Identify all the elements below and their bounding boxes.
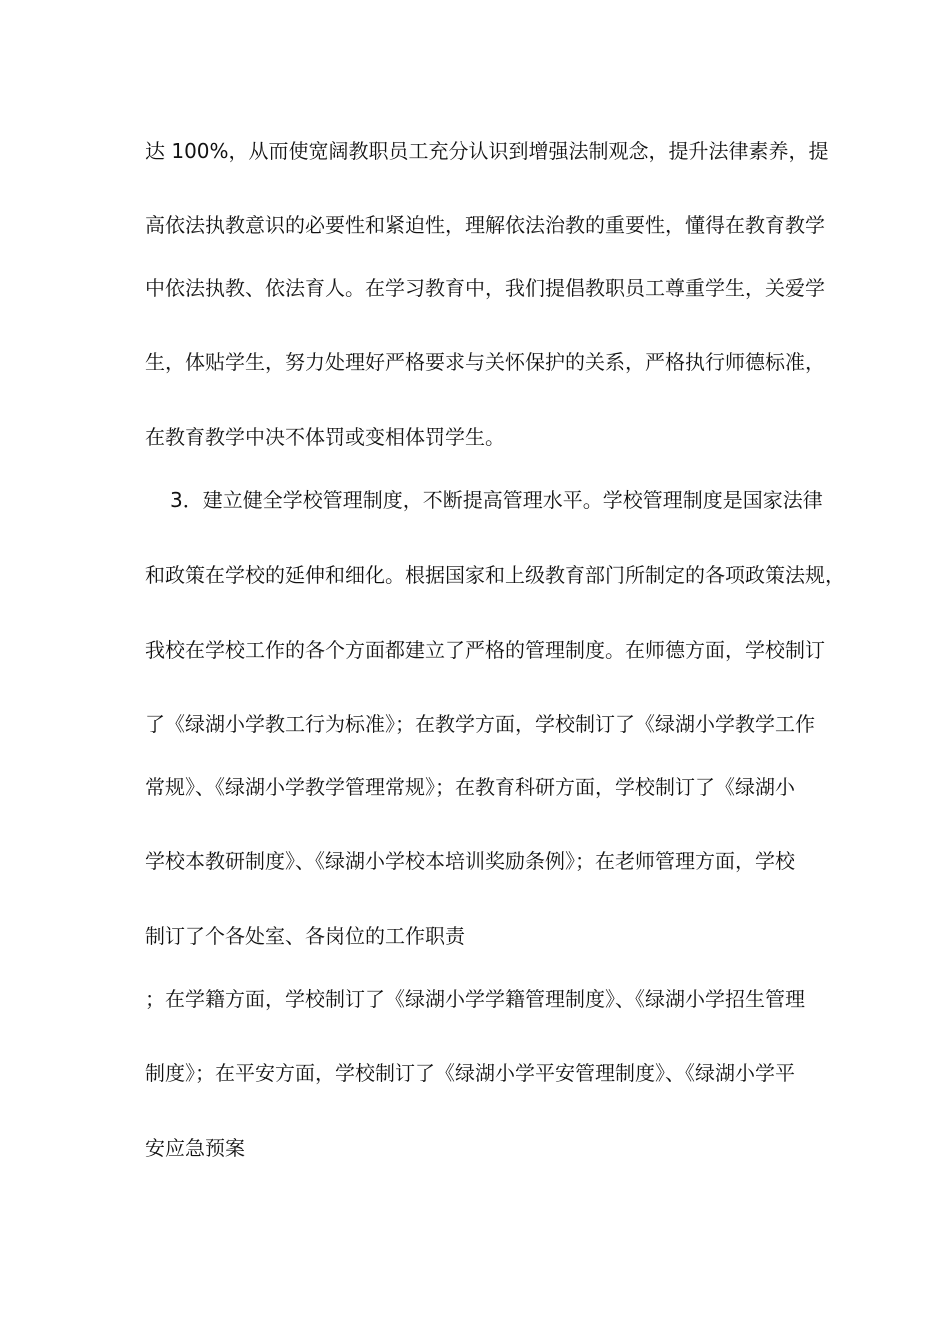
text-line-12: 制订了个各处室、各岗位的工作职责	[145, 924, 465, 948]
text-line-4: 生，体贴学生，努力处理好严格要求与关怀保护的关系，严格执行师德标准，	[145, 350, 825, 374]
text-line-6: 3．建立健全学校管理制度，不断提高管理水平。学校管理制度是国家法律	[170, 488, 823, 512]
text-line-14: 制度》；在平安方面，学校制订了《绿湖小学平安管理制度》、《绿湖小学平	[145, 1061, 795, 1085]
text-line-10: 常规》、《绿湖小学教学管理常规》；在教育科研方面，学校制订了《绿湖小	[145, 775, 795, 799]
text-line-11: 学校本教研制度》、《绿湖小学校本培训奖励条例》；在老师管理方面，学校	[145, 849, 795, 873]
text-line-1: 达 100%，从而使宽阔教职员工充分认识到增强法制观念，提升法律素养，提	[145, 139, 829, 163]
text-line-5: 在教育教学中决不体罚或变相体罚学生。	[145, 425, 505, 449]
text-line-8: 我校在学校工作的各个方面都建立了严格的管理制度。在师德方面，学校制订	[145, 638, 825, 662]
text-line-3: 中依法执教、依法育人。在学习教育中，我们提倡教职员工尊重学生，关爱学	[145, 276, 825, 300]
text-line-7: 和政策在学校的延伸和细化。根据国家和上级教育部门所制定的各项政策法规，	[145, 563, 845, 587]
text-line-15: 安应急预案	[145, 1136, 245, 1160]
text-line-9: 了《绿湖小学教工行为标准》；在教学方面，学校制订了《绿湖小学教学工作	[145, 712, 815, 736]
text-line-13: ；在学籍方面，学校制订了《绿湖小学学籍管理制度》、《绿湖小学招生管理	[145, 987, 805, 1011]
text-line-2: 高依法执教意识的必要性和紧迫性，理解依法治教的重要性，懂得在教育教学	[145, 213, 825, 237]
